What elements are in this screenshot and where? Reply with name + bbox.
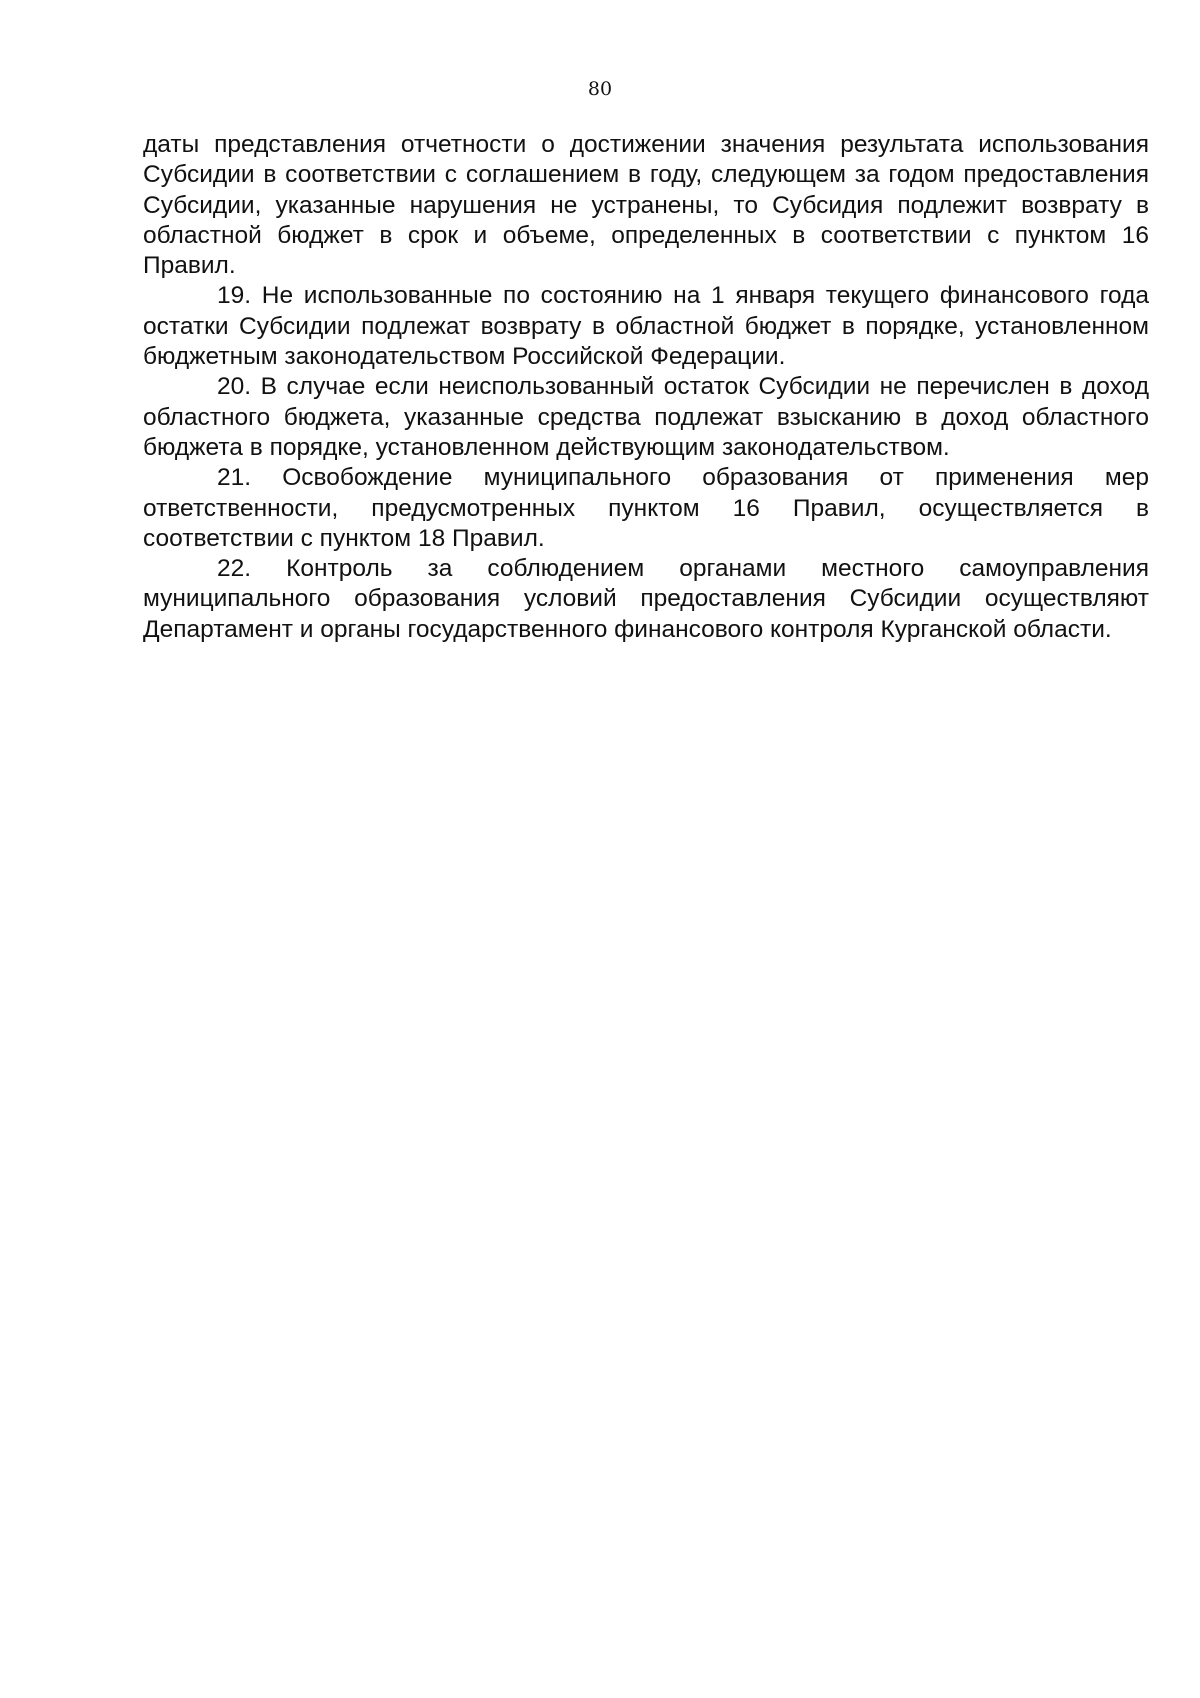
paragraph-continuation (143, 130, 1149, 281)
page-number: 80 (587, 78, 613, 100)
paragraph-20 (143, 372, 1149, 463)
paragraph-number: 21. (217, 464, 252, 492)
paragraph-21 (143, 463, 1149, 554)
paragraph-number: 22. (217, 555, 252, 583)
paragraph-number: 19. (217, 282, 252, 310)
paragraph-22 (143, 554, 1149, 645)
paragraph-number: 20. (217, 373, 252, 401)
paragraph-text: Контроль за соблюдением органами местного самоуправления муниципального образования условий предоставления Субсидии осуществляют Департамент и органы государственного финансового контроля Курганской области. (143, 555, 1149, 643)
paragraph-text: Освобождение муниципального образования от применения мер ответственности, предусмотренных пунктом 16 Правил, осуществляется в соответствии с пунктом 18 Правил. (143, 464, 1149, 552)
paragraph-text: даты представления отчетности о достижении значения результата использования Субсидии в соответствии с соглашением в году, следующем за годом предоставления Субсидии, указанные нарушения не устранены, то Субсидия подлежит возврату в областной бюджет в срок и объеме, определенных в соответствии с пунктом 16 Правил. (143, 131, 1149, 280)
paragraph-19 (143, 281, 1149, 372)
document-body (143, 130, 1149, 645)
paragraph-text: В случае если неиспользованный остаток Субсидии не перечислен в доход областного бюджета, указанные средства подлежат взысканию в доход областного бюджета в порядке, установленном действующим законодательством. (143, 373, 1149, 461)
paragraph-text: Не использованные по состоянию на 1 января текущего финансового года остатки Субсидии подлежат возврату в областной бюджет в порядке, установленном бюджетным законодательством Российской Федерации. (143, 282, 1149, 371)
